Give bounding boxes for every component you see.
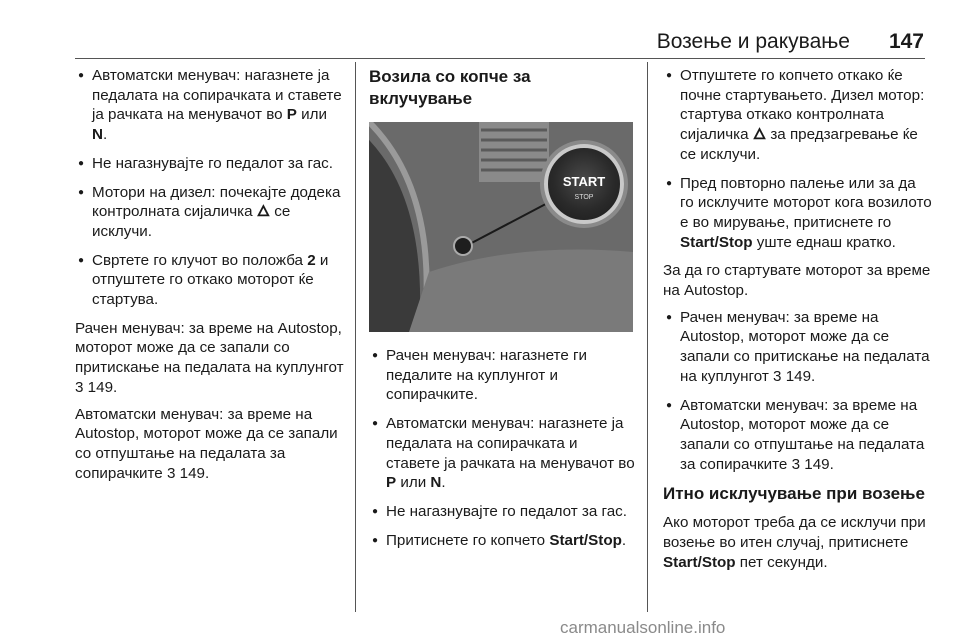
header-title: Возење и ракување bbox=[656, 30, 850, 53]
page-ref-icon: 3 bbox=[773, 367, 782, 385]
paragraph: Автоматски менувач: за време на Autostop, моторот може да се запали со отпуштање на педалата за сопирачките 3 149. bbox=[75, 405, 338, 482]
start-button-photo bbox=[369, 122, 633, 332]
glow-plug-icon: 🜂 bbox=[752, 125, 767, 144]
column-3 bbox=[663, 66, 933, 579]
list-item: ● Не нагазнувајте го педалот за гас. bbox=[75, 154, 345, 174]
page-ref-icon: 3 bbox=[75, 378, 84, 396]
page-ref-icon: 3 bbox=[791, 455, 801, 473]
list-item: ● Не нагазнувајте го педалот за гас. bbox=[369, 502, 635, 522]
paragraph: Ако моторот треба да се исклучи при возење во итен случај, притиснете Start/Stop пет секунди. bbox=[663, 514, 926, 571]
small-start-button bbox=[453, 236, 473, 256]
col3-bullet-list bbox=[663, 66, 933, 252]
list-item: ● Автоматски менувач: нагазнете ја педалата на сопирачката и ставете ја рачката на менувачот во P или N. bbox=[369, 414, 635, 493]
column-divider-1 bbox=[355, 62, 356, 612]
list-item: ● Отпуштете го копчето откако ќе почне стартувањето. Дизел мотор: стартува откако контролната сијаличка 🜂 за предзагревање ќе се исклучи. bbox=[663, 66, 933, 165]
column-divider-2 bbox=[647, 62, 648, 612]
paragraph: За да го стартувате моторот за време на Autostop. bbox=[663, 262, 931, 300]
list-item: ● Рачен менувач: за време на Autostop, моторот може да се запали со притискање на педалата на куплунгот 3 149. bbox=[663, 308, 933, 387]
list-item: ● Рачен менувач: нагазнете ги педалите на куплунгот и сопирачките. bbox=[369, 346, 635, 405]
glow-plug-icon: 🜂 bbox=[256, 202, 271, 221]
paragraph: Рачен менувач: за време на Autostop, моторот може да се запали со притискање на педалата на куплунгот 3 149. bbox=[75, 319, 344, 396]
page-ref-icon: 3 bbox=[166, 464, 176, 482]
start-stop-button bbox=[544, 144, 624, 224]
column-1 bbox=[75, 66, 345, 490]
stop-label: STOP bbox=[574, 194, 594, 201]
section-heading: Итно исклучување при возење bbox=[663, 484, 925, 504]
watermark: carmanualsonline.info bbox=[560, 618, 726, 637]
page-number: 147 bbox=[888, 30, 924, 53]
list-item: ● Автоматски менувач: нагазнете ја педалата на сопирачката и ставете ја рачката на менувачот во P или N. bbox=[75, 66, 345, 145]
col2-bullet-list bbox=[369, 346, 635, 550]
start-label: START bbox=[562, 174, 606, 189]
column-2 bbox=[369, 66, 635, 559]
col1-bullet-list bbox=[75, 66, 345, 310]
header-rule bbox=[75, 58, 925, 59]
list-item: ● Пред повторно палење или за да го исклучите моторот кога возилото е во мирување, притиснете го Start/Stop уште еднаш кратко. bbox=[663, 174, 933, 253]
list-item: ● Автоматски менувач: за време на Autostop, моторот може да се запали со отпуштање на педалата за сопирачките 3 149. bbox=[663, 396, 933, 475]
page-header bbox=[0, 30, 960, 56]
list-item: ● Притиснете го копчето Start/Stop. bbox=[369, 531, 635, 551]
list-item: ● Свртете го клучот во положба 2 и отпуштете го откако моторот ќе стартува. bbox=[75, 251, 345, 310]
section-heading: Возила со копче за вклучување bbox=[369, 67, 531, 108]
col3-bullet-list-2 bbox=[663, 308, 933, 475]
list-item: ● Мотори на дизел: почекајте додека контролната сијаличка 🜂 се исклучи. bbox=[75, 183, 345, 242]
